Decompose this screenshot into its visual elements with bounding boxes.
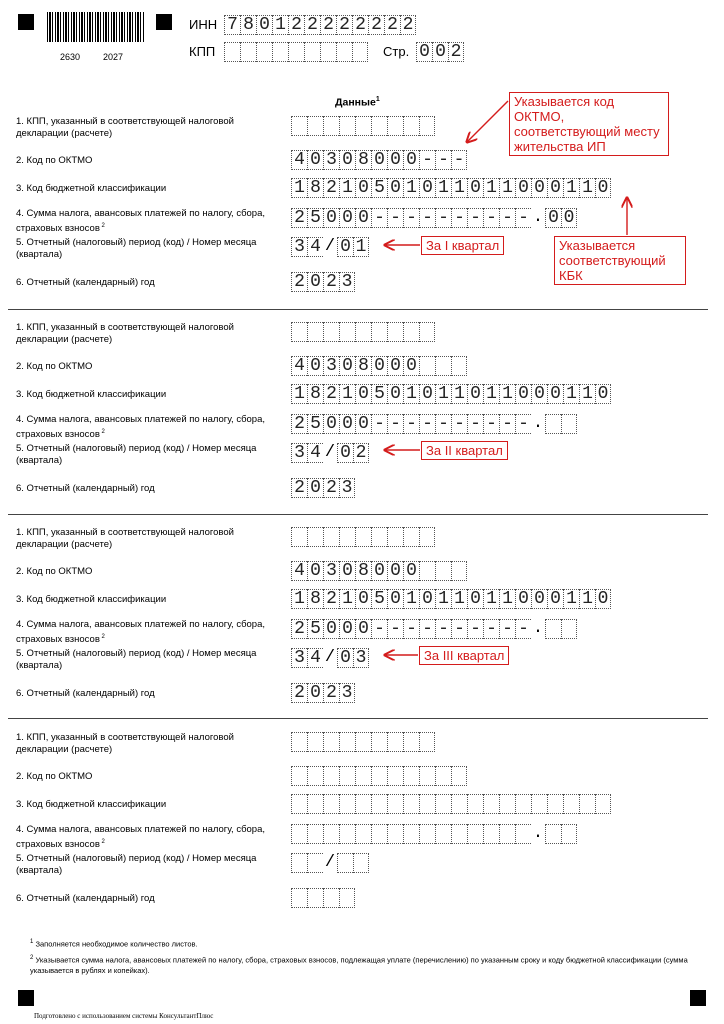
label-year: 6. Отчетный (календарный) год <box>16 893 155 904</box>
sum-cell: - <box>467 414 483 434</box>
label-period: 5. Отчетный (налоговый) период (код) / Номер месяца (квартала) <box>16 237 257 260</box>
kbk-cell: 1 <box>403 589 419 609</box>
kbk-cell: 1 <box>403 178 419 198</box>
period-number-cell: 1 <box>353 237 369 257</box>
year-cell: 3 <box>339 478 355 498</box>
sum-decimal-cell: 0 <box>561 208 577 228</box>
label-kpp: 1. КПП, указанный в соответствующей налоговой декларации (расчете) <box>16 732 234 755</box>
separator: . <box>532 619 544 638</box>
oktmo-cell: 0 <box>339 356 355 376</box>
kbk-cell: 1 <box>291 384 307 404</box>
kbk-cell: 1 <box>579 178 595 198</box>
kbk-cell: 1 <box>563 589 579 609</box>
kbk-cell: 0 <box>355 384 371 404</box>
kbk-cell: 0 <box>467 384 483 404</box>
kbk-cell: 1 <box>563 178 579 198</box>
inn-cell: 2 <box>288 15 304 35</box>
kbk-cell: 1 <box>483 589 499 609</box>
kbk-cell: 0 <box>515 589 531 609</box>
kbk-cell: 0 <box>387 178 403 198</box>
kbk-cell: 0 <box>387 384 403 404</box>
year-cell: 0 <box>307 683 323 703</box>
kbk-cell: 0 <box>531 178 547 198</box>
year-cell: 2 <box>291 478 307 498</box>
period-code-cell: 3 <box>291 237 307 257</box>
sum-cell: - <box>387 208 403 228</box>
page-cell: 2 <box>448 42 464 62</box>
kbk-cell: 0 <box>547 178 563 198</box>
inn-cell: 2 <box>368 15 384 35</box>
inn-cell: 8 <box>240 15 256 35</box>
arrow-oktmo <box>467 101 508 142</box>
year-cell: 2 <box>291 272 307 292</box>
oktmo-cell: 4 <box>291 356 307 376</box>
sum-cell: - <box>467 619 483 639</box>
inn-cell: 2 <box>352 15 368 35</box>
sum-cell: - <box>483 208 499 228</box>
year-cell: 2 <box>323 272 339 292</box>
kbk-cell: 0 <box>419 384 435 404</box>
separator: / <box>324 237 336 256</box>
label-sum: 4. Сумма налога, авансовых платежей по налогу, сбора, страховых взносов $^2$ <box>16 208 266 235</box>
label-sum: 4. Сумма налога, авансовых платежей по налогу, сбора, страховых взносов $^2$ <box>16 414 266 441</box>
column-title: Данные$^1$ <box>335 96 380 109</box>
kbk-cell: 1 <box>435 589 451 609</box>
label-period: 5. Отчетный (налоговый) период (код) / Номер месяца (квартала) <box>16 853 257 876</box>
oktmo-cell: 0 <box>371 561 387 581</box>
label-kpp: 1. КПП, указанный в соответствующей налоговой декларации (расчете) <box>16 322 234 345</box>
footnote-2: $^2$ Указывается сумма налога, авансовых платежей по налогу, сбора, страховых взносов, подлежащая уплате (перечислению) по указанным сроку и коду бюджетной классификации (сумма указывается в рублях и копейках). <box>30 955 688 975</box>
sum-cell: 2 <box>291 619 307 639</box>
label-period: 5. Отчетный (налоговый) период (код) / Номер месяца (квартала) <box>16 443 257 466</box>
oktmo-cell: - <box>419 150 435 170</box>
kbk-cell: 0 <box>595 384 611 404</box>
kbk-cell: 8 <box>307 178 323 198</box>
sum-cell: 5 <box>307 208 323 228</box>
kbk-cell: 1 <box>451 589 467 609</box>
oktmo-cell: 0 <box>387 356 403 376</box>
label-kbk: 3. Код бюджетной классификации <box>16 389 167 400</box>
sum-cell: - <box>419 619 435 639</box>
kbk-cell: 2 <box>323 589 339 609</box>
period-code-cell: 4 <box>307 237 323 257</box>
sum-cell: 0 <box>339 619 355 639</box>
sum-cell: 0 <box>339 414 355 434</box>
sum-cell: - <box>499 414 515 434</box>
kbk-cell: 2 <box>323 384 339 404</box>
sum-cell: - <box>435 208 451 228</box>
oktmo-cell: 4 <box>291 561 307 581</box>
label-oktmo: 2. Код по ОКТМО <box>16 361 93 372</box>
oktmo-cell: 0 <box>403 356 419 376</box>
period-number-cell: 3 <box>353 648 369 668</box>
sum-cell: 0 <box>355 414 371 434</box>
kbk-cell: 0 <box>547 589 563 609</box>
kbk-cell: 1 <box>339 178 355 198</box>
sum-cell: 2 <box>291 208 307 228</box>
kbk-cell: 1 <box>483 178 499 198</box>
footnote-1: $^1$ Заполняется необходимое количество листов. <box>30 939 198 949</box>
kbk-cell: 1 <box>499 589 515 609</box>
sum-cell: - <box>515 414 531 434</box>
page-label: Стр. <box>383 44 410 59</box>
sum-cell: - <box>483 414 499 434</box>
oktmo-cell: 0 <box>307 150 323 170</box>
sum-cell: - <box>451 414 467 434</box>
inn-cell: 2 <box>320 15 336 35</box>
sum-cell: - <box>515 619 531 639</box>
year-cell: 2 <box>291 683 307 703</box>
sum-cell: - <box>467 208 483 228</box>
kbk-cell: 0 <box>595 589 611 609</box>
kbk-cell: 5 <box>371 589 387 609</box>
kbk-cell: 1 <box>563 384 579 404</box>
oktmo-cell: 0 <box>371 356 387 376</box>
kbk-cell: 1 <box>339 589 355 609</box>
kbk-cell: 1 <box>499 384 515 404</box>
separator: / <box>324 648 336 667</box>
annotation-q2: За II квартал <box>421 441 508 460</box>
sum-cell: 5 <box>307 619 323 639</box>
sum-cell: - <box>451 208 467 228</box>
label-oktmo: 2. Код по ОКТМО <box>16 155 93 166</box>
sum-cell: - <box>515 208 531 228</box>
inn-cell: 0 <box>256 15 272 35</box>
kbk-cell: 1 <box>451 178 467 198</box>
label-year: 6. Отчетный (календарный) год <box>16 688 155 699</box>
sum-cell: 0 <box>323 619 339 639</box>
oktmo-cell: 8 <box>355 150 371 170</box>
sum-cell: 0 <box>323 208 339 228</box>
oktmo-cell: 3 <box>323 150 339 170</box>
kbk-cell: 5 <box>371 178 387 198</box>
kbk-cell: 0 <box>355 589 371 609</box>
oktmo-cell: 8 <box>355 561 371 581</box>
oktmo-cell: 8 <box>355 356 371 376</box>
oktmo-cell: 0 <box>403 150 419 170</box>
kbk-cell: 0 <box>531 384 547 404</box>
label-year: 6. Отчетный (календарный) год <box>16 277 155 288</box>
label-period: 5. Отчетный (налоговый) период (код) / Номер месяца (квартала) <box>16 648 257 671</box>
inn-label: ИНН <box>189 17 218 32</box>
separator: / <box>324 443 336 462</box>
kbk-cell: 1 <box>435 384 451 404</box>
oktmo-cell: 3 <box>323 561 339 581</box>
kbk-cell: 0 <box>467 178 483 198</box>
oktmo-cell: 0 <box>403 561 419 581</box>
year-cell: 3 <box>339 683 355 703</box>
year-cell: 3 <box>339 272 355 292</box>
sum-cell: - <box>403 208 419 228</box>
separator: . <box>532 414 544 433</box>
oktmo-cell: 0 <box>339 150 355 170</box>
label-kbk: 3. Код бюджетной классификации <box>16 183 167 194</box>
annotation-q3: За III квартал <box>419 646 509 665</box>
sum-cell: - <box>403 414 419 434</box>
sum-cell: - <box>499 208 515 228</box>
label-kbk: 3. Код бюджетной классификации <box>16 799 167 810</box>
period-code-cell: 3 <box>291 443 307 463</box>
label-sum: 4. Сумма налога, авансовых платежей по налогу, сбора, страховых взносов $^2$ <box>16 619 266 646</box>
inn-cell: 7 <box>224 15 240 35</box>
sum-cell: - <box>419 414 435 434</box>
sum-cell: 0 <box>355 619 371 639</box>
kpp-label: КПП <box>189 44 216 59</box>
sum-cell: - <box>435 414 451 434</box>
kbk-cell: 1 <box>435 178 451 198</box>
kbk-cell: 0 <box>531 589 547 609</box>
kbk-cell: 0 <box>595 178 611 198</box>
kbk-cell: 8 <box>307 384 323 404</box>
sum-cell: - <box>371 208 387 228</box>
footer-text: Подготовлено с использованием системы КонсультантПлюс <box>34 1012 214 1020</box>
kbk-cell: 0 <box>387 589 403 609</box>
inn-cell: 2 <box>304 15 320 35</box>
oktmo-cell: 3 <box>323 356 339 376</box>
kbk-cell: 0 <box>467 589 483 609</box>
sum-cell: - <box>371 619 387 639</box>
year-cell: 2 <box>323 478 339 498</box>
inn-cell: 2 <box>384 15 400 35</box>
period-number-cell: 0 <box>337 237 353 257</box>
period-code-cell: 4 <box>307 443 323 463</box>
kbk-cell: 0 <box>515 384 531 404</box>
label-sum: 4. Сумма налога, авансовых платежей по налогу, сбора, страховых взносов $^2$ <box>16 824 266 851</box>
label-year: 6. Отчетный (календарный) год <box>16 483 155 494</box>
sum-decimal-cell: 0 <box>545 208 561 228</box>
label-kbk: 3. Код бюджетной классификации <box>16 594 167 605</box>
label-oktmo: 2. Код по ОКТМО <box>16 771 93 782</box>
sum-cell: - <box>419 208 435 228</box>
kbk-cell: 0 <box>515 178 531 198</box>
period-code-cell: 3 <box>291 648 307 668</box>
kbk-cell: 0 <box>355 178 371 198</box>
oktmo-cell: 0 <box>307 356 323 376</box>
period-number-cell: 0 <box>337 648 353 668</box>
sum-cell: - <box>403 619 419 639</box>
sum-cell: 0 <box>339 208 355 228</box>
kbk-cell: 5 <box>371 384 387 404</box>
sum-cell: 2 <box>291 414 307 434</box>
label-kpp: 1. КПП, указанный в соответствующей налоговой декларации (расчете) <box>16 116 234 139</box>
kbk-cell: 1 <box>403 384 419 404</box>
kbk-cell: 1 <box>483 384 499 404</box>
kbk-cell: 1 <box>291 589 307 609</box>
period-number-cell: 2 <box>353 443 369 463</box>
year-cell: 0 <box>307 478 323 498</box>
kbk-cell: 0 <box>419 178 435 198</box>
inn-cell: 2 <box>400 15 416 35</box>
separator: / <box>324 853 336 872</box>
oktmo-cell: - <box>451 150 467 170</box>
period-number-cell: 0 <box>337 443 353 463</box>
oktmo-cell: - <box>435 150 451 170</box>
sum-cell: - <box>435 619 451 639</box>
oktmo-cell: 0 <box>307 561 323 581</box>
period-code-cell: 4 <box>307 648 323 668</box>
oktmo-cell: 0 <box>339 561 355 581</box>
barcode-number-left: 2630 <box>60 52 81 62</box>
sum-cell: 5 <box>307 414 323 434</box>
sum-cell: 0 <box>355 208 371 228</box>
kbk-cell: 1 <box>451 384 467 404</box>
oktmo-cell: 0 <box>387 150 403 170</box>
barcode-number-right: 2027 <box>103 52 124 62</box>
sum-cell: 0 <box>323 414 339 434</box>
inn-cell: 1 <box>272 15 288 35</box>
sum-cell: - <box>451 619 467 639</box>
oktmo-cell: 4 <box>291 150 307 170</box>
page-cell: 0 <box>416 42 432 62</box>
kbk-cell: 8 <box>307 589 323 609</box>
sum-cell: - <box>387 414 403 434</box>
separator: . <box>532 208 544 227</box>
separator: . <box>532 824 544 843</box>
oktmo-cell: 0 <box>387 561 403 581</box>
label-oktmo: 2. Код по ОКТМО <box>16 566 93 577</box>
kbk-cell: 1 <box>499 178 515 198</box>
kbk-cell: 1 <box>291 178 307 198</box>
annotation-kbk: Указывается соответствующий КБК <box>554 236 686 285</box>
sum-cell: - <box>371 414 387 434</box>
label-kpp: 1. КПП, указанный в соответствующей налоговой декларации (расчете) <box>16 527 234 550</box>
page-cell: 0 <box>432 42 448 62</box>
sum-cell: - <box>483 619 499 639</box>
annotation-oktmo: Указывается код ОКТМО, соответствующий месту жительства ИП <box>509 92 669 156</box>
year-cell: 2 <box>323 683 339 703</box>
inn-cell: 2 <box>336 15 352 35</box>
kbk-cell: 0 <box>547 384 563 404</box>
oktmo-cell: 0 <box>371 150 387 170</box>
kbk-cell: 1 <box>579 384 595 404</box>
kbk-cell: 0 <box>419 589 435 609</box>
sum-cell: - <box>387 619 403 639</box>
kbk-cell: 2 <box>323 178 339 198</box>
year-cell: 0 <box>307 272 323 292</box>
kbk-cell: 1 <box>579 589 595 609</box>
kbk-cell: 1 <box>339 384 355 404</box>
sum-cell: - <box>499 619 515 639</box>
annotation-q1: За I квартал <box>421 236 504 255</box>
